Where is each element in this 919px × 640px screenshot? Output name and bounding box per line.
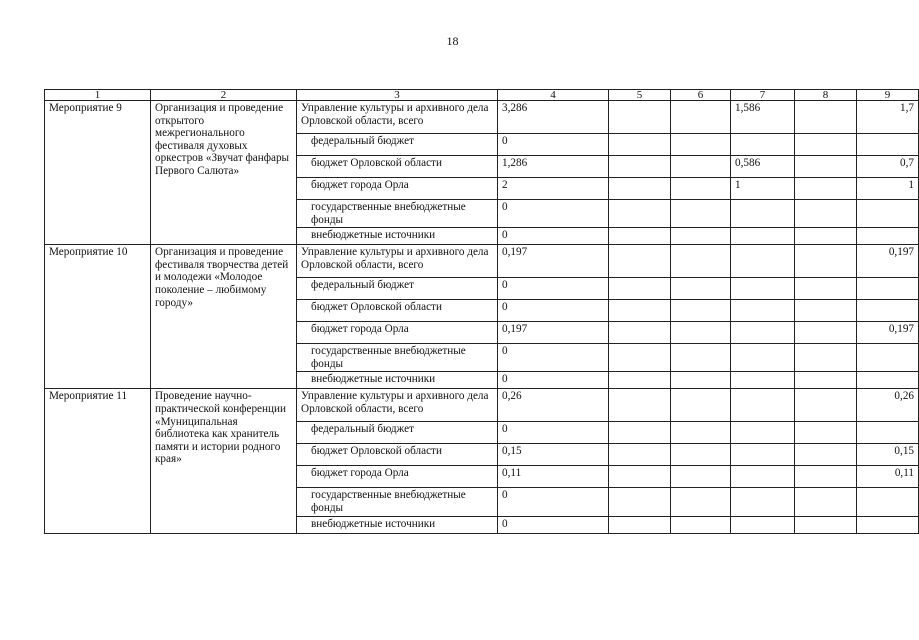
value-col-5	[609, 278, 671, 300]
value-col-8	[795, 228, 857, 245]
table-row	[45, 389, 919, 422]
value-col-8	[795, 389, 857, 422]
value-col-9: 0,7	[857, 156, 919, 178]
event-label: Мероприятие 11	[45, 389, 151, 533]
value-col-4: 0	[498, 344, 609, 372]
funding-source: государственные внебюджетные фонды	[297, 488, 498, 516]
value-col-4: 0,11	[498, 466, 609, 488]
value-col-6	[671, 488, 731, 516]
value-col-9: 0,11	[857, 466, 919, 488]
funding-source: бюджет Орловской области	[297, 156, 498, 178]
value-col-6	[671, 444, 731, 466]
table-row	[45, 245, 919, 278]
value-col-8	[795, 178, 857, 200]
value-col-8	[795, 466, 857, 488]
value-col-9	[857, 372, 919, 389]
value-col-9	[857, 278, 919, 300]
value-col-5	[609, 444, 671, 466]
value-col-9: 0,197	[857, 245, 919, 278]
value-col-4: 0,15	[498, 444, 609, 466]
value-col-6	[671, 228, 731, 245]
value-col-7	[731, 516, 795, 533]
value-col-4: 1,286	[498, 156, 609, 178]
value-col-8	[795, 322, 857, 344]
value-col-4: 0	[498, 488, 609, 516]
value-col-8	[795, 372, 857, 389]
value-col-4: 0	[498, 134, 609, 156]
value-col-6	[671, 344, 731, 372]
value-col-5	[609, 488, 671, 516]
value-col-6	[671, 101, 731, 134]
value-col-4: 0	[498, 372, 609, 389]
value-col-6	[671, 422, 731, 444]
value-col-8	[795, 101, 857, 134]
value-col-7	[731, 278, 795, 300]
value-col-7: 1	[731, 178, 795, 200]
value-col-5	[609, 344, 671, 372]
value-col-5	[609, 200, 671, 228]
value-col-8	[795, 245, 857, 278]
value-col-7	[731, 200, 795, 228]
value-col-4: 0	[498, 278, 609, 300]
value-col-9: 1	[857, 178, 919, 200]
value-col-6	[671, 389, 731, 422]
value-col-7	[731, 422, 795, 444]
value-col-7: 1,586	[731, 101, 795, 134]
value-col-5	[609, 228, 671, 245]
funding-source: Управление культуры и архивного дела Орловской области, всего	[297, 101, 498, 134]
funding-source: внебюджетные источники	[297, 228, 498, 245]
value-col-8	[795, 156, 857, 178]
value-col-5	[609, 156, 671, 178]
value-col-9: 0,15	[857, 444, 919, 466]
column-header: 3	[297, 90, 498, 101]
value-col-7	[731, 488, 795, 516]
value-col-6	[671, 278, 731, 300]
event-name: Организация и проведение открытого межрегионального фестиваля духовых оркестров «Звучат фанфары Первого Салюта»	[151, 101, 297, 245]
value-col-5	[609, 134, 671, 156]
value-col-9	[857, 488, 919, 516]
value-col-7	[731, 389, 795, 422]
value-col-6	[671, 322, 731, 344]
event-label: Мероприятие 9	[45, 101, 151, 245]
value-col-6	[671, 372, 731, 389]
value-col-8	[795, 278, 857, 300]
value-col-6	[671, 156, 731, 178]
event-label: Мероприятие 10	[45, 245, 151, 389]
value-col-7	[731, 300, 795, 322]
value-col-7	[731, 372, 795, 389]
column-header: 8	[795, 90, 857, 101]
value-col-7	[731, 344, 795, 372]
value-col-8	[795, 488, 857, 516]
value-col-9: 0,26	[857, 389, 919, 422]
value-col-7	[731, 134, 795, 156]
value-col-7	[731, 228, 795, 245]
event-name: Проведение научно-практической конференции «Муниципальная библиотека как хранитель памяти и истории родного края»	[151, 389, 297, 533]
column-header: 6	[671, 90, 731, 101]
value-col-4: 0,197	[498, 322, 609, 344]
value-col-6	[671, 200, 731, 228]
value-col-4: 0	[498, 300, 609, 322]
value-col-5	[609, 516, 671, 533]
value-col-6	[671, 245, 731, 278]
value-col-9	[857, 134, 919, 156]
funding-source: федеральный бюджет	[297, 134, 498, 156]
value-col-6	[671, 134, 731, 156]
value-col-4: 0	[498, 200, 609, 228]
column-header: 5	[609, 90, 671, 101]
funding-source: государственные внебюджетные фонды	[297, 344, 498, 372]
value-col-5	[609, 422, 671, 444]
value-col-7	[731, 444, 795, 466]
funding-source: Управление культуры и архивного дела Орловской области, всего	[297, 245, 498, 278]
funding-source: бюджет Орловской области	[297, 300, 498, 322]
value-col-9	[857, 344, 919, 372]
funding-source: бюджет города Орла	[297, 178, 498, 200]
value-col-8	[795, 200, 857, 228]
value-col-9: 1,7	[857, 101, 919, 134]
value-col-4: 0	[498, 228, 609, 245]
value-col-9	[857, 516, 919, 533]
column-header: 2	[151, 90, 297, 101]
column-header: 4	[498, 90, 609, 101]
value-col-5	[609, 300, 671, 322]
value-col-4: 0,26	[498, 389, 609, 422]
value-col-6	[671, 466, 731, 488]
page-number: 18	[446, 34, 459, 48]
value-col-4: 2	[498, 178, 609, 200]
value-col-9	[857, 422, 919, 444]
value-col-5	[609, 372, 671, 389]
column-header: 1	[45, 90, 151, 101]
value-col-5	[609, 245, 671, 278]
value-col-9	[857, 300, 919, 322]
value-col-6	[671, 516, 731, 533]
funding-source: внебюджетные источники	[297, 516, 498, 533]
funding-source: бюджет города Орла	[297, 322, 498, 344]
value-col-8	[795, 344, 857, 372]
value-col-5	[609, 178, 671, 200]
value-col-5	[609, 466, 671, 488]
header-row	[45, 90, 919, 101]
funding-source: бюджет города Орла	[297, 466, 498, 488]
column-header: 7	[731, 90, 795, 101]
value-col-4: 0,197	[498, 245, 609, 278]
value-col-4: 3,286	[498, 101, 609, 134]
value-col-5	[609, 389, 671, 422]
value-col-8	[795, 422, 857, 444]
funding-source: федеральный бюджет	[297, 422, 498, 444]
value-col-9	[857, 228, 919, 245]
value-col-7	[731, 466, 795, 488]
value-col-8	[795, 300, 857, 322]
value-col-4: 0	[498, 422, 609, 444]
value-col-8	[795, 516, 857, 533]
budget-table	[44, 89, 919, 534]
value-col-9: 0,197	[857, 322, 919, 344]
value-col-8	[795, 134, 857, 156]
funding-source: бюджет Орловской области	[297, 444, 498, 466]
funding-source: федеральный бюджет	[297, 278, 498, 300]
column-header: 9	[857, 90, 919, 101]
value-col-7	[731, 322, 795, 344]
funding-source: государственные внебюджетные фонды	[297, 200, 498, 228]
funding-source: внебюджетные источники	[297, 372, 498, 389]
value-col-6	[671, 300, 731, 322]
value-col-9	[857, 200, 919, 228]
value-col-4: 0	[498, 516, 609, 533]
funding-source: Управление культуры и архивного дела Орловской области, всего	[297, 389, 498, 422]
value-col-7: 0,586	[731, 156, 795, 178]
value-col-8	[795, 444, 857, 466]
event-name: Организация и проведение фестиваля творчества детей и молодежи «Молодое поколение – любимому городу»	[151, 245, 297, 389]
value-col-6	[671, 178, 731, 200]
value-col-7	[731, 245, 795, 278]
value-col-5	[609, 101, 671, 134]
value-col-5	[609, 322, 671, 344]
table-row	[45, 101, 919, 134]
